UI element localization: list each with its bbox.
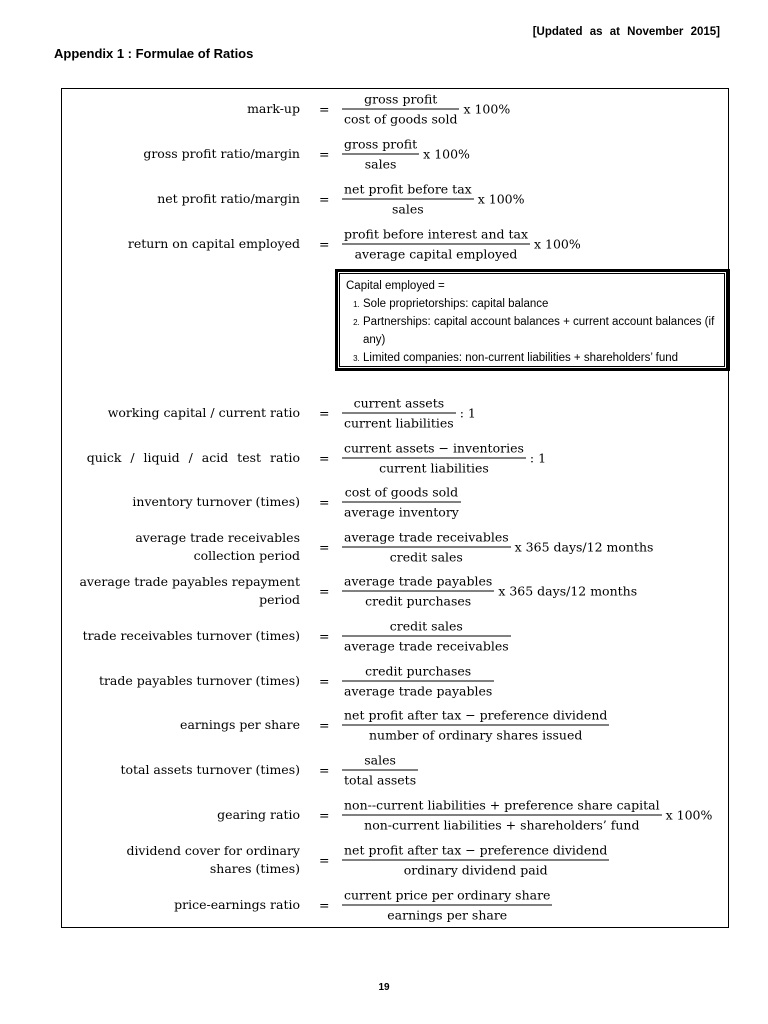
fraction [343,707,608,744]
ratio-label: gearing ratio [217,807,300,822]
ratio-formula [343,529,653,566]
equals-sign: = [319,762,330,778]
note-item: 1. Sole proprietorships: capital balance [362,295,718,313]
ratio-formula [343,226,581,263]
appendix-title: Appendix 1 : Formulae of Ratios [54,46,254,61]
ratio-label: trade receivables turnover (times) [82,628,300,643]
fraction [343,752,417,789]
formula-suffix: x 100% [423,146,470,162]
equals-sign: = [319,673,330,689]
ratio-formula [343,395,476,432]
equals-sign: = [319,583,330,599]
numerator: non--current liabilities + preference share capital [344,797,660,813]
numerator: gross profit [344,136,418,152]
equals-sign: = [319,494,330,510]
numerator: credit purchases [365,663,472,679]
numerator: gross profit [364,91,438,107]
numerator: net profit after tax − preference dividend [344,842,608,858]
numerator: current assets − inventories [344,440,524,456]
capital-employed-note [335,269,730,371]
fraction [343,484,460,521]
denominator: current liabilities [342,413,456,432]
denominator: sales [342,154,419,173]
numerator: profit before interest and tax [344,226,528,242]
equals-sign: = [319,236,330,252]
denominator: total assets [342,770,418,789]
ratio-label: gross profit ratio/margin [143,146,300,161]
numerator: net profit before tax [344,181,472,197]
page-number: 19 [378,982,390,993]
denominator: number of ordinary shares issued [342,725,609,744]
numerator: sales [364,752,396,768]
equals-sign: = [319,450,330,466]
fraction [343,573,493,610]
equals-sign: = [319,628,330,644]
numerator: average trade payables [344,573,493,589]
numerator: average trade receivables [344,529,509,545]
ratio-label: average trade payables repayment period [79,574,300,607]
denominator: ordinary dividend paid [342,860,609,879]
note-item: 2. Partnerships: capital account balances + current account balances (if any) [362,313,718,349]
equals-sign: = [319,191,330,207]
formula-suffix: x 365 days/12 months [498,583,638,599]
equals-sign: = [319,101,330,117]
numerator: cost of goods sold [344,484,459,500]
formula-suffix: x 100% [477,191,525,207]
equals-sign: = [319,146,330,162]
formula-suffix: x 100% [534,236,581,252]
denominator: current liabilities [342,458,526,477]
denominator: average trade receivables [342,636,511,655]
ratio-formula [343,136,470,173]
ratio-label: total assets turnover (times) [120,762,300,777]
ratio-formula [343,440,546,477]
ratio-formula [343,181,524,218]
denominator: average capital employed [342,244,530,263]
ratio-label: average trade receivables collection period [135,530,300,563]
formulae-frame [61,88,729,928]
ratio-formula [343,91,510,128]
fraction [343,663,493,700]
equals-sign: = [319,807,330,823]
numerator: credit sales [389,618,463,634]
numerator: net profit after tax − preference dividend [344,707,608,723]
equals-sign: = [319,897,330,913]
ratio-label: trade payables turnover (times) [98,673,300,688]
numerator: current assets [353,395,445,411]
denominator: earnings per share [342,905,552,924]
ratio-label: quick / liquid / acid test ratio [86,450,300,465]
denominator: cost of goods sold [342,109,459,128]
denominator: average inventory [342,502,461,521]
note-content [339,273,725,367]
ratio-formula [343,887,556,924]
ratio-formula [343,797,712,834]
ratio-label: dividend cover for ordinary shares (times) [126,843,300,876]
formula-suffix: : 1 [459,405,476,421]
note-item: 3. Limited companies: non-current liabilities + shareholders’ fund [362,349,718,367]
fraction [343,887,551,924]
fraction [343,395,455,432]
fraction [343,797,661,834]
equals-sign: = [319,539,330,555]
ratio-formula [343,842,613,879]
fraction [343,181,473,218]
ratio-formula [343,752,422,789]
fraction [343,91,458,128]
equals-sign: = [319,405,330,421]
fraction [343,618,510,655]
ratio-label: earnings per share [180,717,300,732]
ratio-formula [343,663,498,700]
ratio-label: net profit ratio/margin [157,191,300,206]
ratio-formula [343,573,637,610]
denominator: credit sales [342,547,511,566]
note-title: Capital employed = [346,280,445,292]
ratio-label: inventory turnover (times) [132,494,300,509]
note-list [346,295,718,367]
denominator: sales [342,199,474,218]
formula-suffix: x 100% [463,101,511,117]
updated-date: [Updated as at November 2015] [532,26,720,38]
formula-suffix: x 100% [665,807,713,823]
ratio-formula [343,707,613,744]
fraction [343,226,529,263]
ratio-label: working capital / current ratio [107,405,300,420]
ratio-label: price-earnings ratio [174,897,300,912]
ratio-formula [343,618,515,655]
denominator: average trade payables [342,681,494,700]
formula-suffix: x 365 days/12 months [514,539,654,555]
equals-sign: = [319,852,330,868]
fraction [343,529,510,566]
ratio-formula [343,484,465,521]
fraction [343,842,608,879]
fraction [343,136,418,173]
ratio-label: mark-up [247,101,300,116]
formula-suffix: : 1 [529,450,547,466]
denominator: credit purchases [342,591,494,610]
denominator: non-current liabilities + shareholders’ fund [342,815,662,834]
equals-sign: = [319,717,330,733]
fraction [343,440,525,477]
numerator: current price per ordinary share [344,887,551,903]
ratio-label: return on capital employed [127,236,300,251]
